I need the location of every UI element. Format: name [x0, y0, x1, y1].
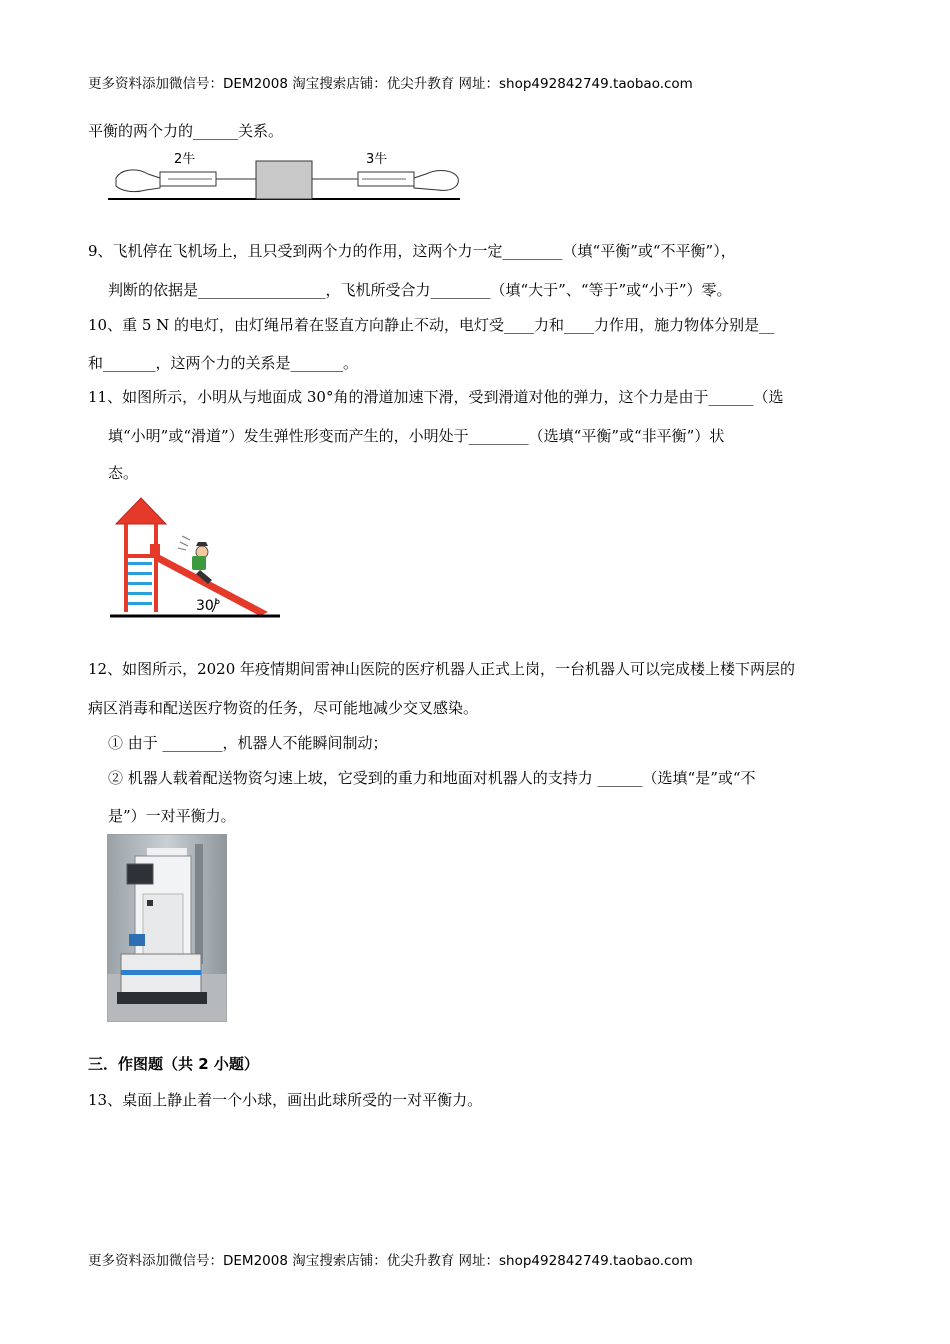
- spring-scale-figure: [108, 148, 468, 206]
- page-header: 更多资料添加微信号：DEM2008 淘宝搜索店铺：优尖升教育 网址：shop492842749.taobao.com: [88, 76, 693, 92]
- page-footer: 更多资料添加微信号：DEM2008 淘宝搜索店铺：优尖升教育 网址：shop492842749.taobao.com: [88, 1253, 693, 1269]
- angle-label: 30°: [196, 598, 221, 614]
- q10-line2: 和_______，这两个力的关系是_______。: [88, 354, 359, 372]
- q11-line3: 态。: [108, 464, 139, 482]
- q10-line1: 10、重 5 N 的电灯，由灯绳吊着在竖直方向静止不动，电灯受____力和____力作用，施力物体分别是__: [88, 316, 775, 334]
- medical-robot-photo: [107, 834, 227, 1022]
- q11-line1: 11、如图所示，小明从与地面成 30°角的滑道加速下滑，受到滑道对他的弹力，这个力是由于______（选: [88, 388, 784, 406]
- right-force-label: 3牛: [366, 152, 388, 167]
- q9-line2: 判断的依据是_________________，飞机所受合力________（填“大于”、“等于”或“小于”）零。: [108, 281, 732, 299]
- q12-line1: 12、如图所示，2020 年疫情期间雷神山医院的医疗机器人正式上岗，一台机器人可以完成楼上楼下两层的: [88, 660, 796, 678]
- q9-line1: 9、飞机停在飞机场上，且只受到两个力的作用，这两个力一定________（填“平衡”或“不平衡”），: [88, 242, 736, 260]
- slide-figure: [110, 494, 282, 622]
- q8-tail-text: 平衡的两个力的______关系。: [88, 122, 284, 140]
- section-3-heading: 三．作图题（共 2 小题）: [88, 1055, 259, 1073]
- q13-text: 13、桌面上静止着一个小球，画出此球所受的一对平衡力。: [88, 1091, 483, 1109]
- q11-line2: 填“小明”或“滑道”）发生弹性形变而产生的，小明处于________（选填“平衡”或“非平衡”）状: [108, 427, 725, 445]
- q12-sub2b: 是”）一对平衡力。: [108, 807, 236, 825]
- left-force-label: 2牛: [174, 152, 196, 167]
- q12-line2: 病区消毒和配送医疗物资的任务，尽可能地减少交叉感染。: [88, 699, 479, 717]
- q12-sub1: ① 由于 ________，机器人不能瞬间制动；: [108, 734, 388, 752]
- q12-sub2a: ② 机器人载着配送物资匀速上坡，它受到的重力和地面对机器人的支持力 ______（选填“是”或“不: [108, 769, 756, 787]
